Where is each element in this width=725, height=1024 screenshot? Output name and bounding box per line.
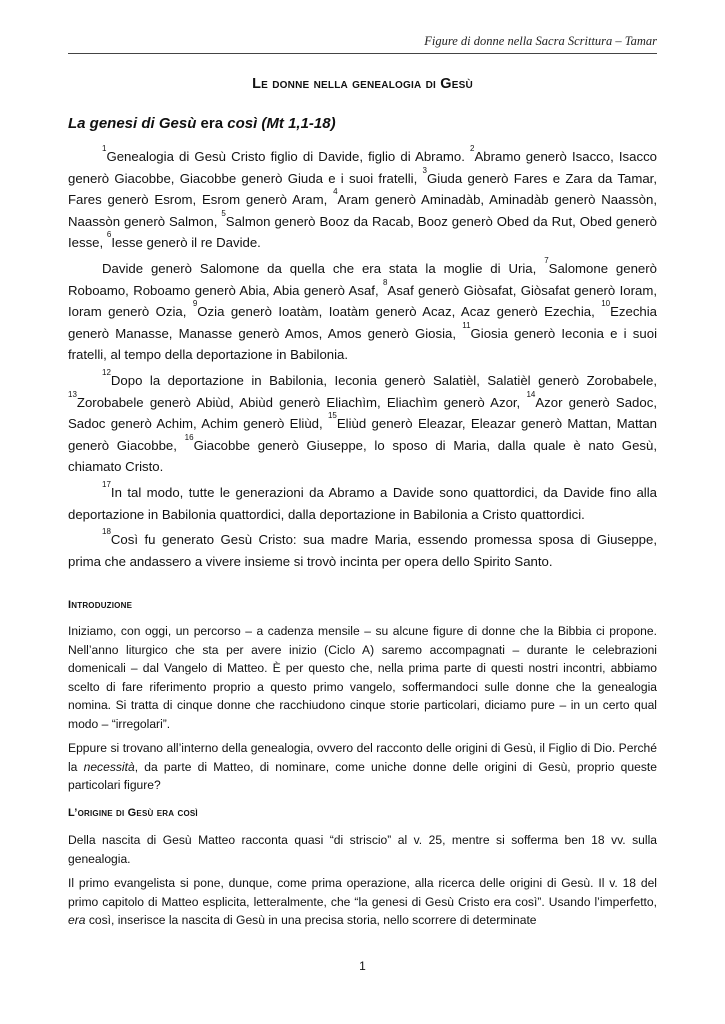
origine-body <box>68 831 657 936</box>
verse-number: 17 <box>102 479 111 489</box>
verse-text: Davide generò Salomone da quella che era stata la moglie di Uria, <box>102 260 545 276</box>
paragraph <box>68 874 657 930</box>
page-number: 1 <box>359 959 366 973</box>
scripture-paragraph <box>68 146 657 254</box>
scripture-paragraph <box>68 529 657 572</box>
subtitle-part-italic: La genesi di Gesù <box>68 115 197 132</box>
verse-number: 9 <box>192 299 198 309</box>
text-run: così, inserisce la nascita di Gesù in una precisa storia, nello scorrere di determinate <box>85 913 537 927</box>
verse-text: Così fu generato Gesù Cristo: sua madre Maria, essendo promessa sposa di Giuseppe, prima che andassero a vivere insieme si trovò incinta per opera dello Spirito Santo. <box>68 532 657 569</box>
subtitle-part-plain: era <box>196 115 228 132</box>
emphasis: era <box>68 913 86 927</box>
verse-text: Salmon generò Booz da Racab, Booz generò Obed da Rut, Obed generò Iesse, <box>68 213 657 251</box>
subtitle-part-italic-ref: così (Mt 1,1-18) <box>227 115 336 132</box>
verse-text: Aram generò Aminadàb, Aminadàb generò Naassòn, Naassòn generò Salmon, <box>68 192 657 229</box>
verse-text: Giacobbe generò Giuseppe, lo sposo di Maria, dalla quale è nato Gesù, chiamato Cristo. <box>68 437 657 475</box>
verse-text: Giosia generò Ieconia e i suoi fratelli, al tempo della deportazione in Babilonia. <box>68 325 657 363</box>
scripture-paragraph <box>68 255 658 366</box>
verse-text: Genealogia di Gesù Cristo figlio di Davide, figlio di Abramo. <box>106 149 471 164</box>
verse-number: 12 <box>102 367 111 377</box>
verse-number: 4 <box>333 187 338 197</box>
heading-origine: L’origine di Gesù era così <box>68 807 198 819</box>
text-run: Eppure si trovano all’interno della genealogia, ovvero del racconto delle origini di Gesù, il Figlio di Dio. Perché la <box>68 741 657 774</box>
verse-number: 13 <box>68 389 77 399</box>
verse-number: 10 <box>601 299 611 309</box>
verse-text: Eliùd generò Eleazar, Eleazar generò Mattan, Mattan generò Giacobbe, <box>68 416 657 453</box>
text-run: , da parte di Matteo, di nominare, come uniche donne delle origini di Gesù, proprio queste particolari figure? <box>68 759 657 792</box>
verse-number: 14 <box>526 389 536 399</box>
heading-introduzione: Introduzione <box>68 599 133 611</box>
verse-number: 16 <box>184 432 194 442</box>
verse-number: 6 <box>106 230 112 240</box>
verse-text: Giuda generò Fares e Zara da Tamar, Fares generò Esrom, Esrom generò Aram, <box>68 170 657 208</box>
verse-text: In tal modo, tutte le generazioni da Abramo a Davide sono quattordici, da Davide fino alla deportazione in Babilonia quattordici, dalla deportazione in Babilonia a Cristo quattordici. <box>68 484 657 522</box>
verse-text: Dopo la deportazione in Babilonia, Ieconia generò Salatièl, Salatièl generò Zorobabele, <box>110 372 657 388</box>
scripture-passage <box>68 146 657 576</box>
verse-number: 18 <box>102 527 111 537</box>
verse-text: Abramo generò Isacco, Isacco generò Giacobbe, Giacobbe generò Giuda e i suoi fratelli, <box>68 149 658 186</box>
verse-text: Azor generò Sadoc, Sadoc generò Achim, Achim generò Eliùd, <box>68 394 657 432</box>
verse-number: 8 <box>382 277 388 287</box>
verse-number: 2 <box>470 144 475 153</box>
text-run: Il primo evangelista si pone, dunque, come prima operazione, alla ricerca delle origini di Gesù. Il v. 18 del primo capitolo di Matteo esplicita, letteralmente, che “la genesi di Gesù Cristo era così”. Usando l’imperfetto, <box>68 876 657 909</box>
verse-text: Salomone generò Roboamo, Roboamo generò Abia, Abia generò Asaf, <box>68 260 657 298</box>
document-title: Le donne nella genealogia di Gesù <box>252 76 473 92</box>
section-subtitle <box>68 115 657 132</box>
verse-text: Zorobabele generò Abiùd, Abiùd generò Eliachìm, Eliachìm generò Azor, <box>76 394 527 410</box>
verse-number: 1 <box>102 144 107 153</box>
verse-text: Ozia generò Ioatàm, Ioatàm generò Acaz, Acaz generò Ezechia, <box>197 304 602 320</box>
verse-number: 7 <box>544 255 549 265</box>
verse-text: Ezechia generò Manasse, Manasse generò Amos, Amos generò Giosia, <box>68 304 658 341</box>
running-header: Figure di donne nella Sacra Scrittura – Tamar <box>68 34 657 54</box>
scripture-paragraph <box>68 479 657 525</box>
verse-number: 11 <box>462 320 471 330</box>
verse-number: 3 <box>422 165 427 175</box>
paragraph: Della nascita di Gesù Matteo racconta quasi “di striscio” al v. 25, mentre si sofferma ben 18 vv. sulla genealogia. <box>68 833 657 866</box>
verse-text: Asaf generò Giòsafat, Giòsafat generò Ioram, Ioram generò Ozia, <box>68 282 657 320</box>
scripture-paragraph <box>68 367 657 478</box>
verse-text: Iesse generò il re Davide. <box>111 235 261 251</box>
verse-number: 15 <box>327 411 337 421</box>
paragraph <box>68 739 657 795</box>
verse-number: 5 <box>221 208 226 218</box>
introduzione-body <box>68 622 657 801</box>
emphasis: necessità <box>83 759 135 774</box>
paragraph: Iniziamo, con oggi, un percorso – a cadenza mensile – su alcune figure di donne che la Bibbia ci propone. Nell’anno liturgico che sta per avere inizio (Ciclo A) saremo accompagnati – durante le celebrazioni domenicali – dal Vangelo di Matteo. È per questo che, nella prima parte di questi nostri incontri, abbiamo scelto di fare riferimento proprio a questo primo vangelo, soffermandoci sulle donne che la genealogia nomina. Si tratta di cinque donne che racchiudono cinque storie particolari, diciamo pure – in un certo qual modo – “irregolari”. <box>68 624 657 731</box>
